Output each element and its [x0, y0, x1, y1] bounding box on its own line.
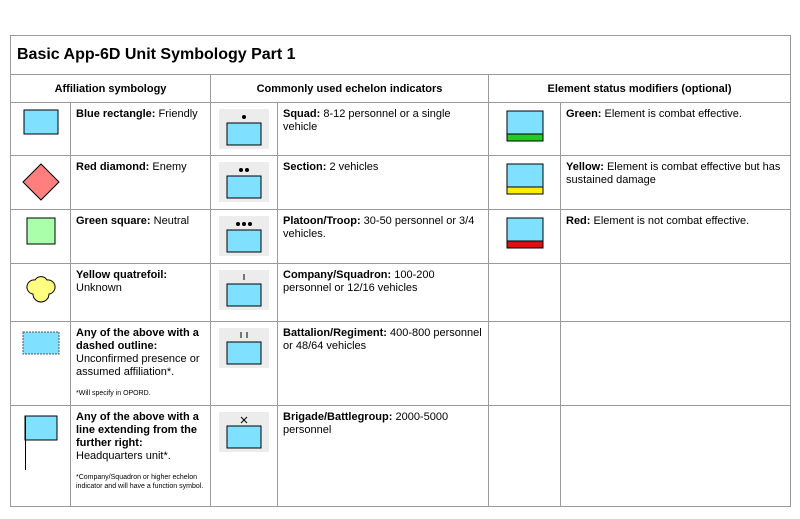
unknown-yellow-quatrefoil-icon — [23, 270, 59, 306]
affiliation-note: *Company/Squadron or higher echelon indicator and will have a function symbol. — [76, 474, 204, 490]
affiliation-text: Yellow quatrefoil: Unknown — [71, 264, 211, 322]
brigade-echelon-icon — [219, 412, 269, 452]
echelon-text: Squad: 8-12 personnel or a single vehicle — [278, 103, 489, 156]
platoon-echelon-icon — [219, 216, 269, 256]
section-echelon-icon — [219, 162, 269, 202]
squad-echelon-icon — [219, 109, 269, 149]
echelon-text: Battalion/Regiment: 400-800 personnel or 48/64 vehicles — [278, 322, 489, 406]
symbology-table — [10, 35, 791, 507]
dashed-outline-icon — [21, 328, 61, 358]
status-text: Green: Element is combat effective. — [561, 103, 791, 156]
table-row — [11, 156, 791, 210]
echelon-text: Brigade/Battlegroup: 2000-5000 personnel — [278, 406, 489, 507]
table-row — [11, 103, 791, 156]
header-row — [11, 75, 791, 103]
battalion-echelon-icon — [219, 328, 269, 368]
table-row — [11, 322, 791, 406]
neutral-green-square-icon — [25, 216, 57, 246]
affiliation-text: Red diamond: Enemy — [71, 156, 211, 210]
status-yellow-icon — [505, 162, 545, 196]
echelon-text: Section: 2 vehicles — [278, 156, 489, 210]
status-green-icon — [505, 109, 545, 143]
status-text: Red: Element is not combat effective. — [561, 210, 791, 264]
status-text: Yellow: Element is combat effective but has sustained damage — [561, 156, 791, 210]
affiliation-text: Any of the above with a dashed outline: Unconfirmed presence or assumed affiliation*. *Will specify in OPORD. — [71, 322, 211, 406]
status-red-icon — [505, 216, 545, 250]
table-row — [11, 406, 791, 507]
title-row — [11, 36, 791, 75]
headquarters-staff-icon — [21, 412, 61, 472]
affiliation-text: Blue rectangle: Friendly — [71, 103, 211, 156]
affiliation-note: *Will specify in OPORD. — [76, 390, 151, 397]
page-title: Basic App-6D Unit Symbology Part 1 — [11, 36, 791, 75]
affiliation-text: Green square: Neutral — [71, 210, 211, 264]
affiliation-text: Any of the above with a line extending from the further right: Headquarters unit*. *Company/Squadron or higher echelon indicator and will have a function symbol. — [71, 406, 211, 507]
status-header: Element status modifiers (optional) — [489, 75, 791, 103]
echelon-text: Platoon/Troop: 30-50 personnel or 3/4 vehicles. — [278, 210, 489, 264]
enemy-red-diamond-icon — [21, 162, 61, 202]
friendly-blue-rectangle-icon — [23, 109, 59, 135]
table-row — [11, 210, 791, 264]
company-echelon-icon — [219, 270, 269, 310]
echelon-header: Commonly used echelon indicators — [211, 75, 489, 103]
symbology-document — [10, 35, 790, 507]
echelon-text: Company/Squadron: 100-200 personnel or 12/16 vehicles — [278, 264, 489, 322]
table-row — [11, 264, 791, 322]
affiliation-header: Affiliation symbology — [11, 75, 211, 103]
